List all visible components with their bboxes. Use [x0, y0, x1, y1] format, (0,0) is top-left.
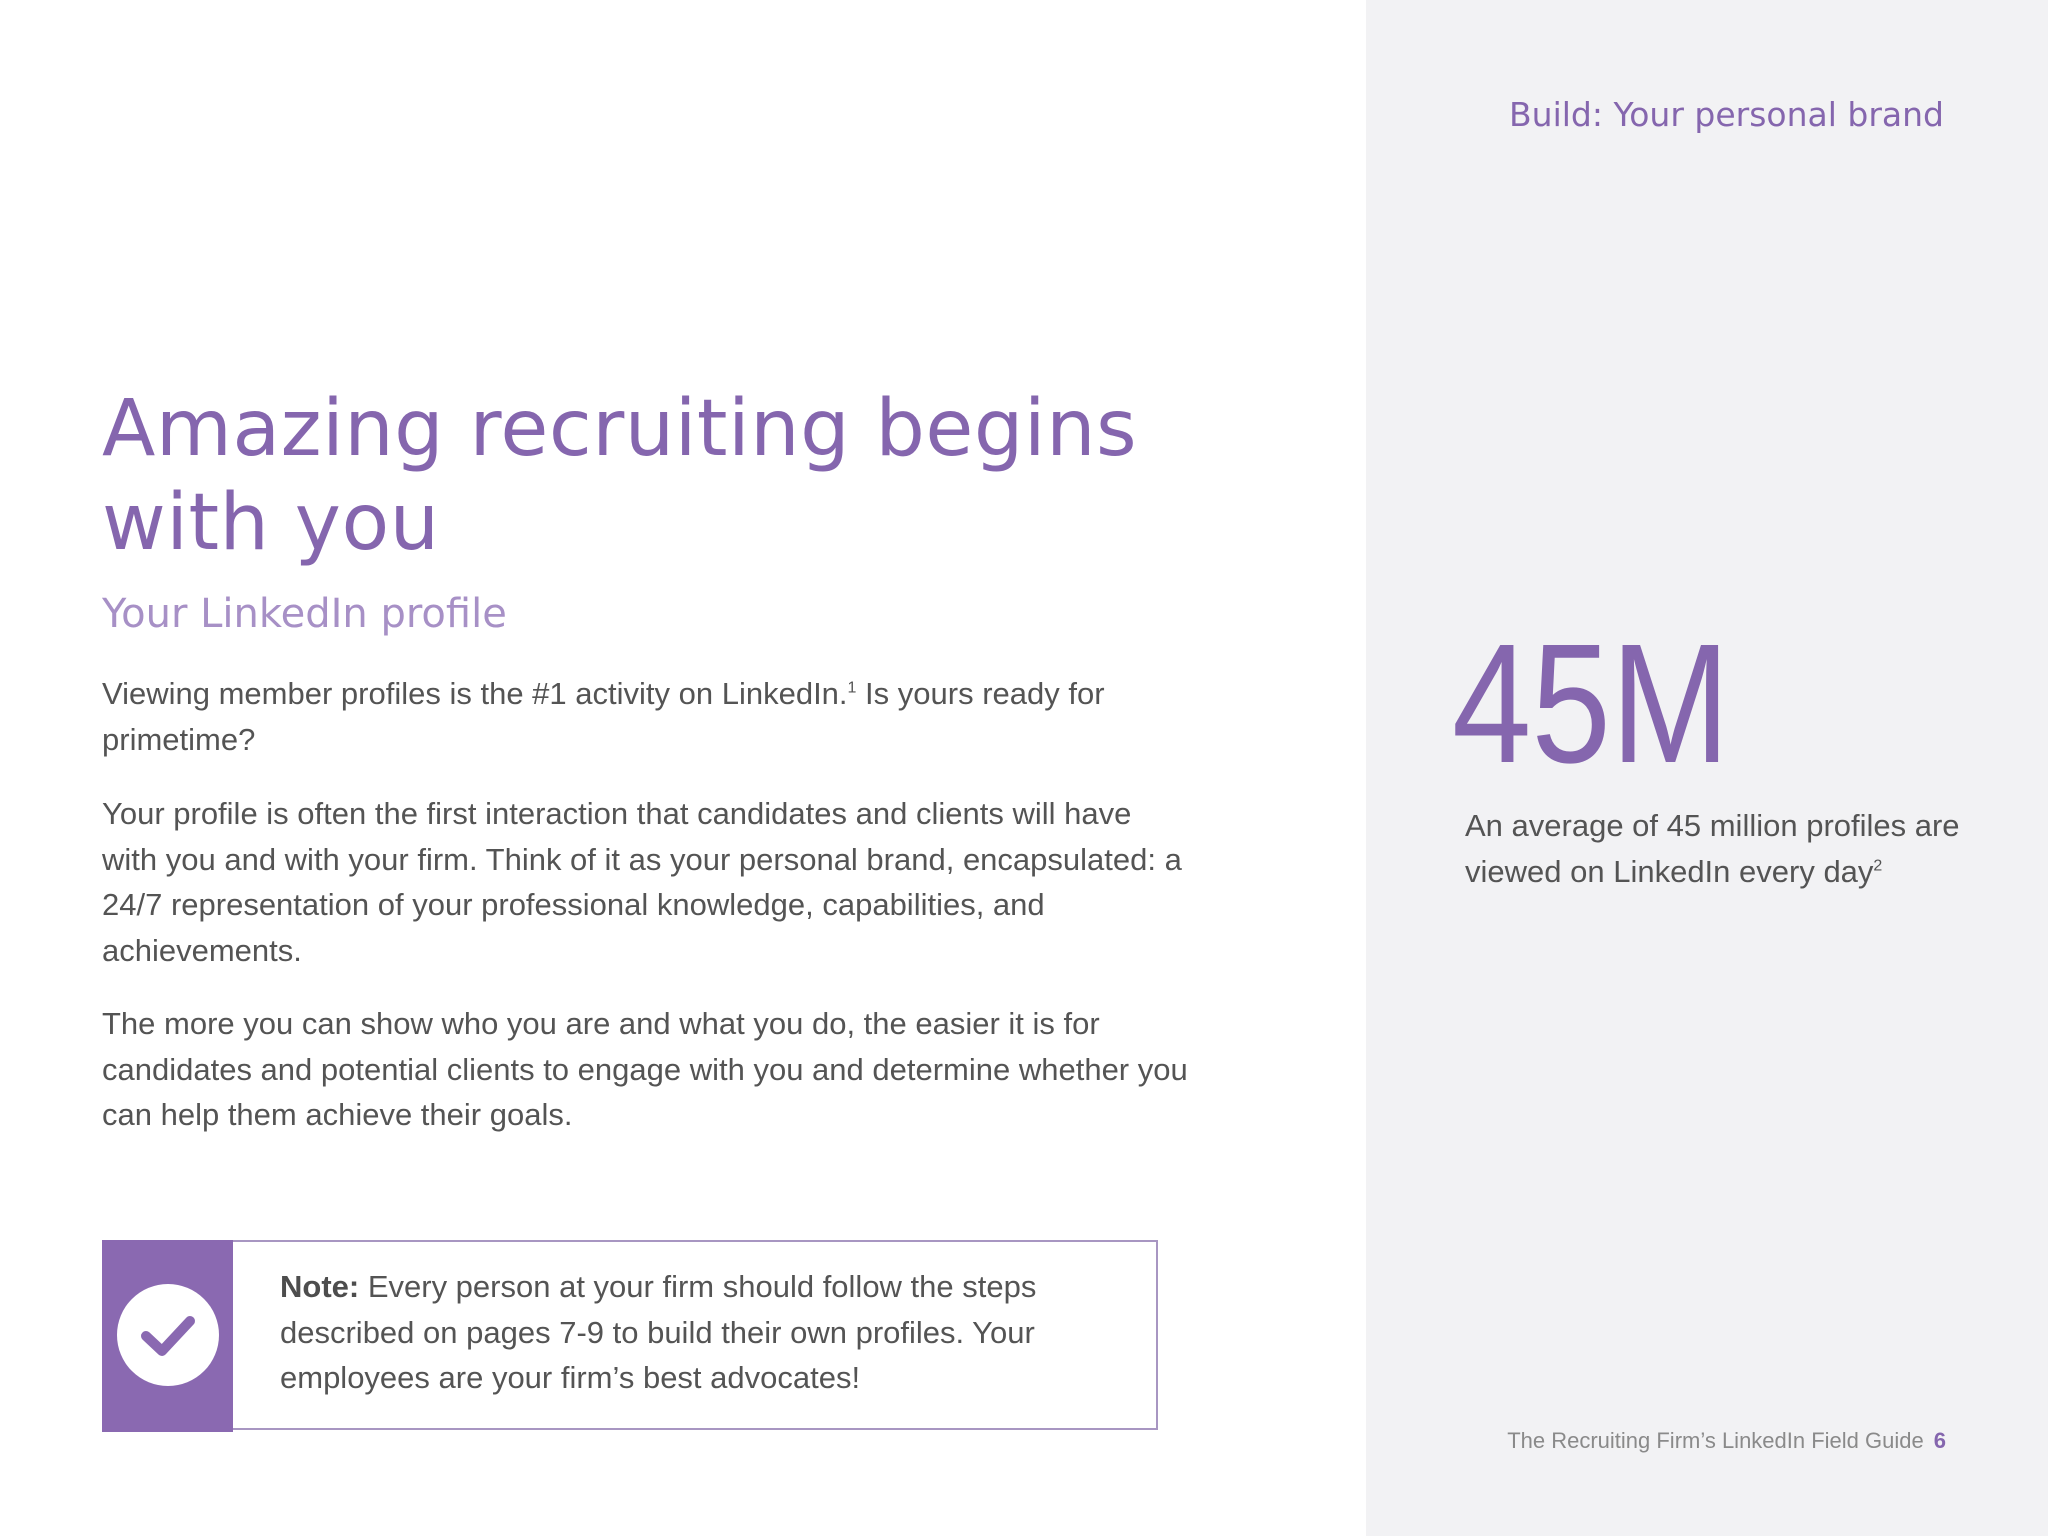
note-body: Every person at your firm should follow the steps described on pages 7-9 to build their own profiles. Your employees are your firm’s best advocates!	[280, 1269, 1037, 1395]
footnote-ref-1: 1	[847, 679, 857, 697]
note-text	[280, 1264, 1120, 1401]
footnote-ref-2: 2	[1873, 857, 1883, 875]
note-label: Note:	[280, 1269, 360, 1304]
page-title: Amazing recruiting begins with you	[102, 384, 1138, 568]
p1-text: Viewing member profiles is the #1 activity on LinkedIn.	[102, 676, 848, 711]
page-number: 6	[1933, 1428, 1946, 1453]
section-label: Build: Your personal brand	[1509, 95, 1944, 134]
stat-value: 45M	[1452, 609, 1730, 799]
page-footer	[1507, 1428, 1946, 1454]
body-paragraph-3: The more you can show who you are and what you do, the easier it is for candidates and potential clients to engage with you and determine whether you can help them achieve their goals.	[102, 1006, 1188, 1132]
footer-title: The Recruiting Firm’s LinkedIn Field Guide	[1507, 1428, 1924, 1453]
section-subtitle: Your LinkedIn profile	[102, 591, 507, 637]
stat-description	[1465, 803, 2005, 894]
check-circle-icon	[117, 1284, 219, 1386]
stat-description-text: An average of 45 million profiles are viewed on LinkedIn every day	[1465, 808, 1960, 889]
p1-text-end: Is yours ready for primetime?	[102, 676, 1105, 757]
note-callout	[102, 1240, 1158, 1430]
note-accent-bar	[102, 1240, 233, 1432]
body-paragraph-2: Your profile is often the first interaction that candidates and clients will have with you and with your firm. Think of it as your personal brand, encapsulated: a 24/7 representation of your professional knowledge, capabilities, and achievements.	[102, 796, 1182, 968]
body-paragraph-1	[102, 671, 1192, 762]
